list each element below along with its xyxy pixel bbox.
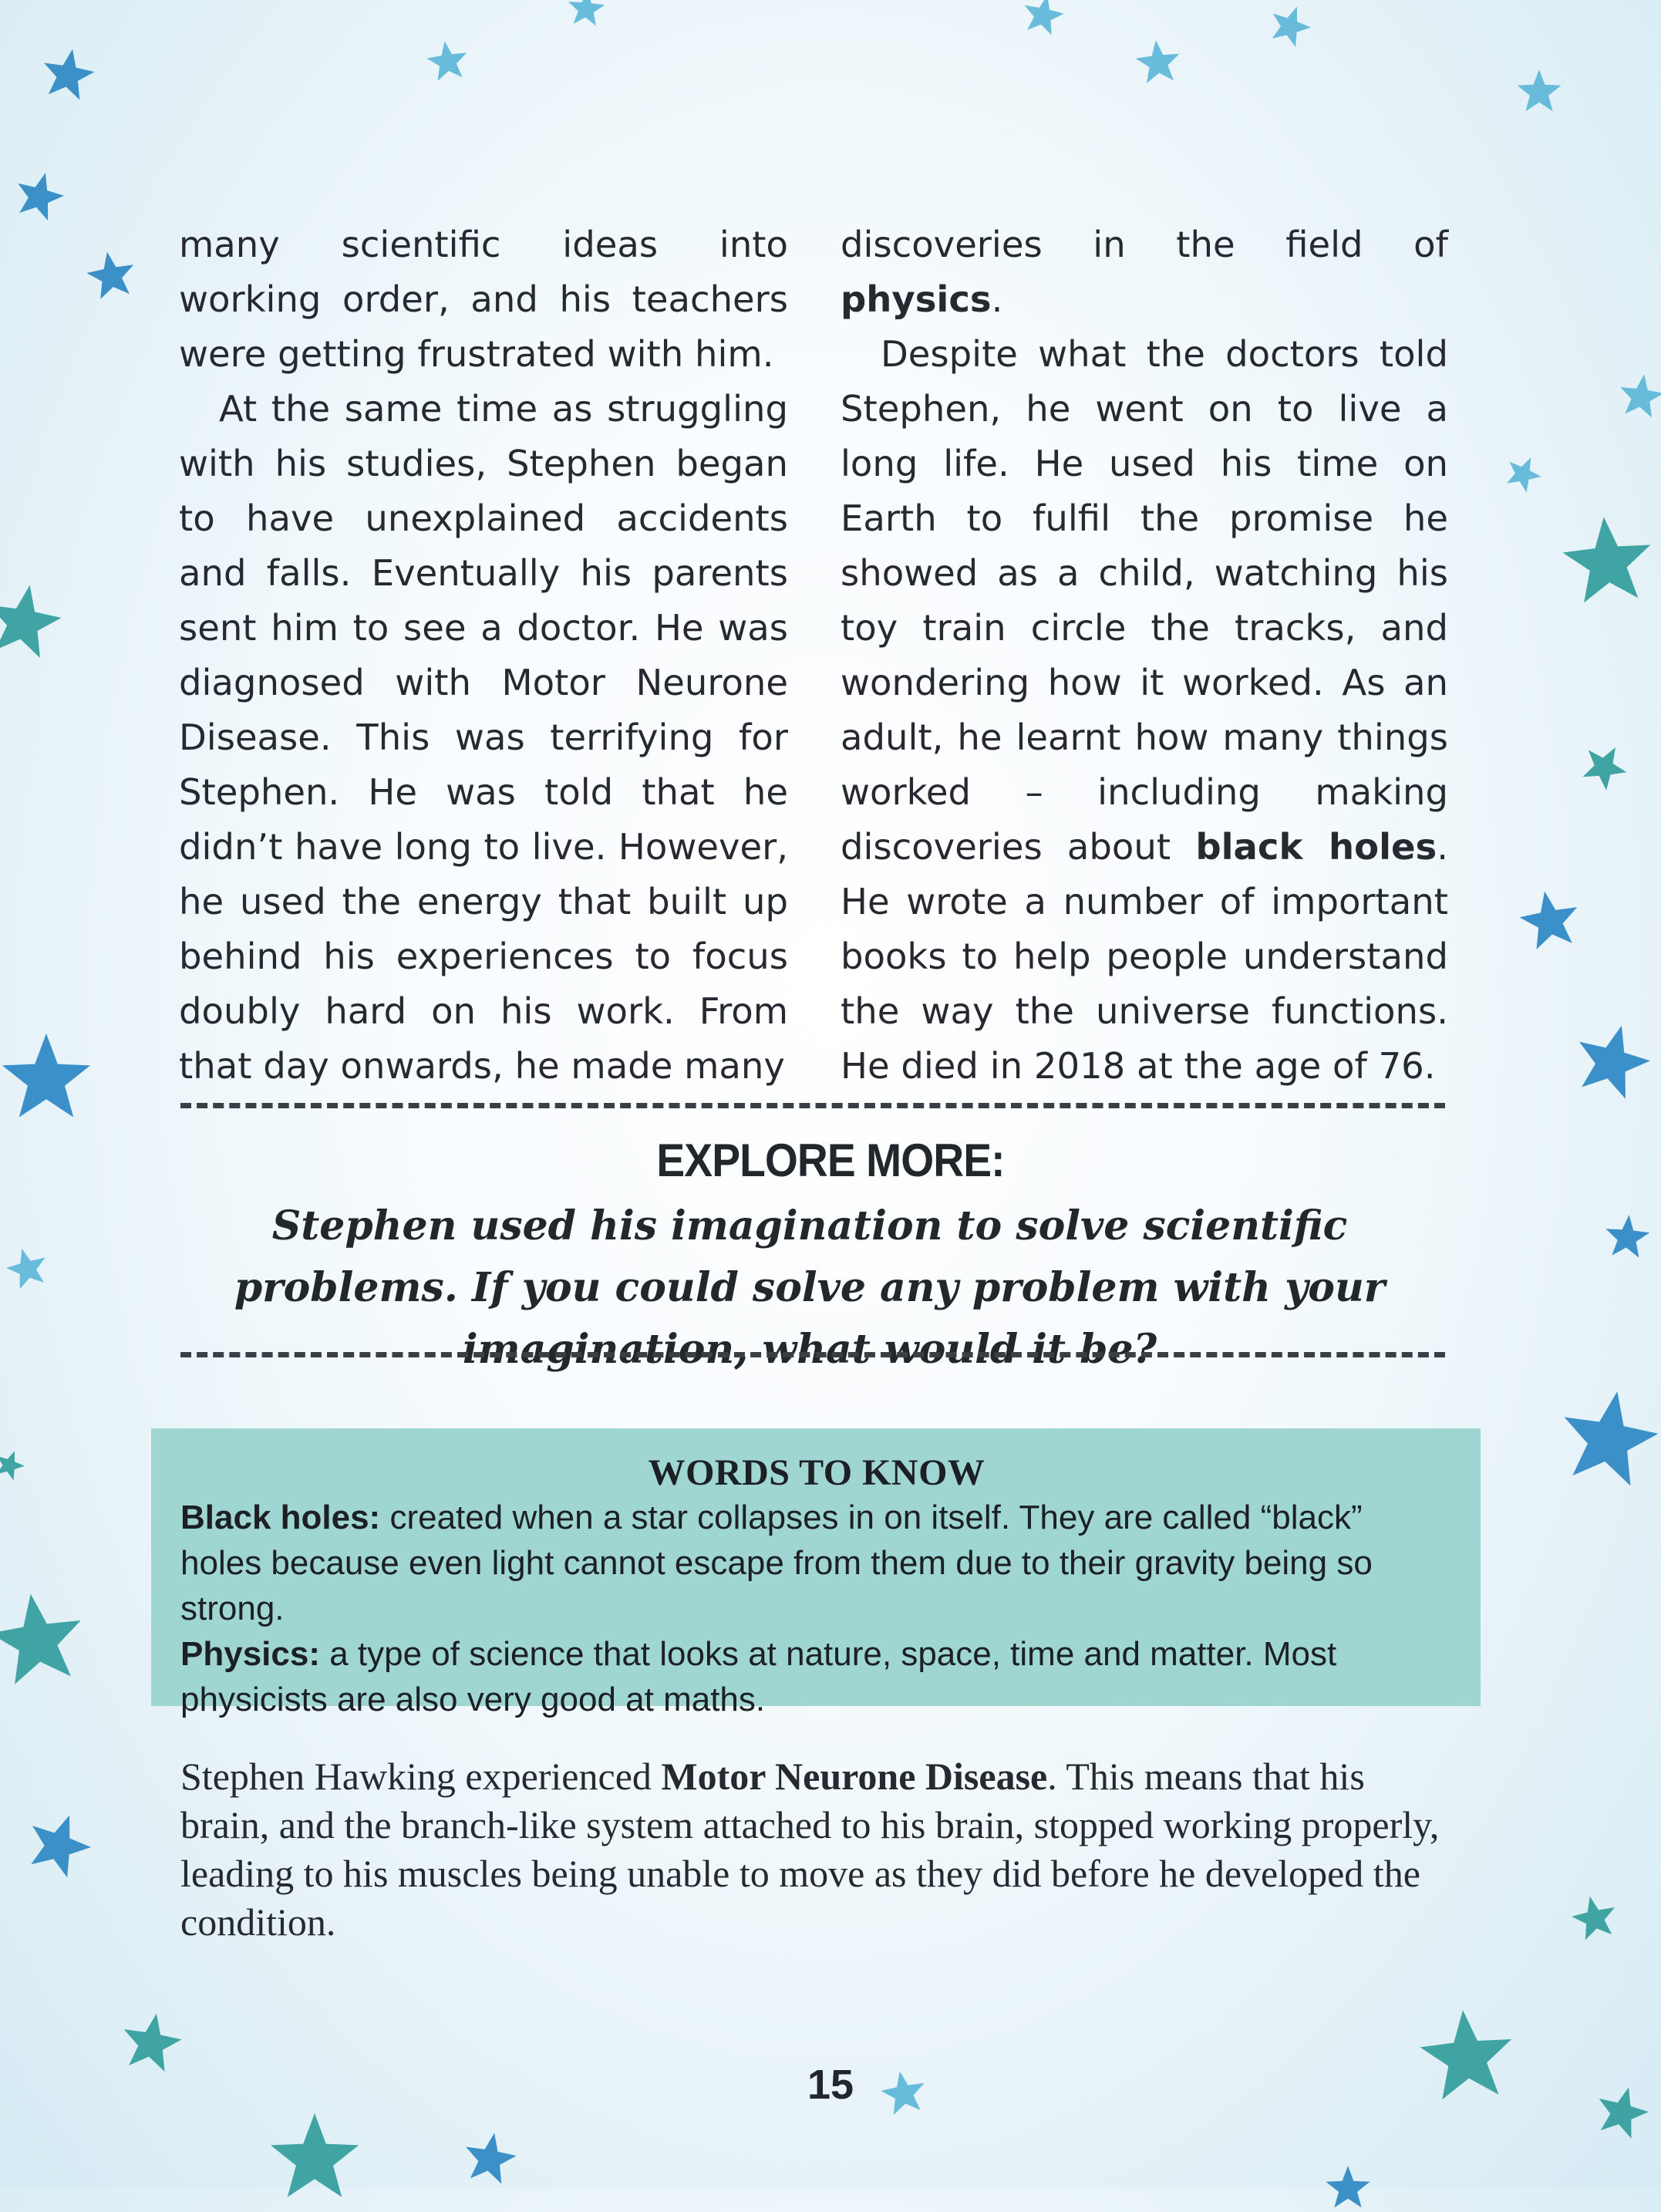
- words-to-know-box: [151, 1428, 1481, 1718]
- right-paragraph-2: [841, 327, 1448, 1094]
- page-number: 15: [807, 2062, 854, 2108]
- right-column: [841, 217, 1448, 1094]
- bottom-paragraph: [180, 1752, 1451, 1947]
- right-paragraph-1: [841, 217, 1448, 327]
- explore-more-title: EXPLORE MORE:: [656, 1135, 1005, 1186]
- definition-black-holes: [180, 1495, 1453, 1631]
- right-p1-end: .: [991, 278, 1003, 320]
- bottom-text-end: . This means that his brain, and the branch-like system attached to his brain, stopped working properly, leading to his muscles being unable to move as they did before he developed the condition.: [180, 1755, 1440, 1944]
- bottom-text: Stephen Hawking experienced: [180, 1755, 652, 1798]
- term-definition: created when a star collapses in on itself. They are called “black” holes because even light cannot escape from them due to their gravity being so strong.: [180, 1499, 1373, 1627]
- left-paragraph-2: At the same time as struggling with his studies, Stephen began to have unexplained accidents and falls. Eventually his parents sent him to see a doctor. He was diagnosed with Motor Neurone Disease. This was terrifying for Stephen. He was told that he didn’t have long to live. However, he used the energy that built up behind his experiences to focus doubly hard on his work. From that day onwards, he made many: [179, 388, 788, 1087]
- definition-physics: [180, 1631, 1453, 1722]
- dashed-divider-top: [180, 1103, 1445, 1108]
- glossary-term-black-holes: black holes: [1195, 826, 1437, 868]
- left-column: [179, 217, 788, 1094]
- term-label: Black holes:: [180, 1499, 381, 1536]
- term-definition: a type of science that looks at nature, space, time and matter. Most physicists are also very good at maths.: [180, 1635, 1337, 1718]
- words-to-know-title: WORDS TO KNOW: [648, 1452, 985, 1493]
- dashed-divider-bottom: [180, 1352, 1445, 1357]
- right-p2-text: Despite what the doctors told Stephen, he went on to live a long life. He used his time on Earth to fulfil the promise he showed as a child, watching his toy train circle the tracks, and wondering how it worked. As an adult, he learnt how many things worked – including making discoveries about: [841, 333, 1448, 868]
- right-p2-end: . He wrote a number of important books to help people understand the way the universe functions. He died in 2018 at the age of 76.: [841, 826, 1449, 1087]
- bold-term-motor-neurone-disease: Motor Neurone Disease: [661, 1755, 1048, 1798]
- glossary-term-physics: physics: [841, 278, 992, 320]
- left-paragraph-1: many scientific ideas into working order, and his teachers were getting frustrated with him.: [179, 224, 788, 375]
- explore-more-question: Stephen used his imagination to solve scientific problems. If you could solve any problem with your imagination, what would it be?: [234, 1202, 1386, 1373]
- term-label: Physics:: [180, 1635, 320, 1673]
- right-p1-text: discoveries in the field of: [841, 224, 1448, 265]
